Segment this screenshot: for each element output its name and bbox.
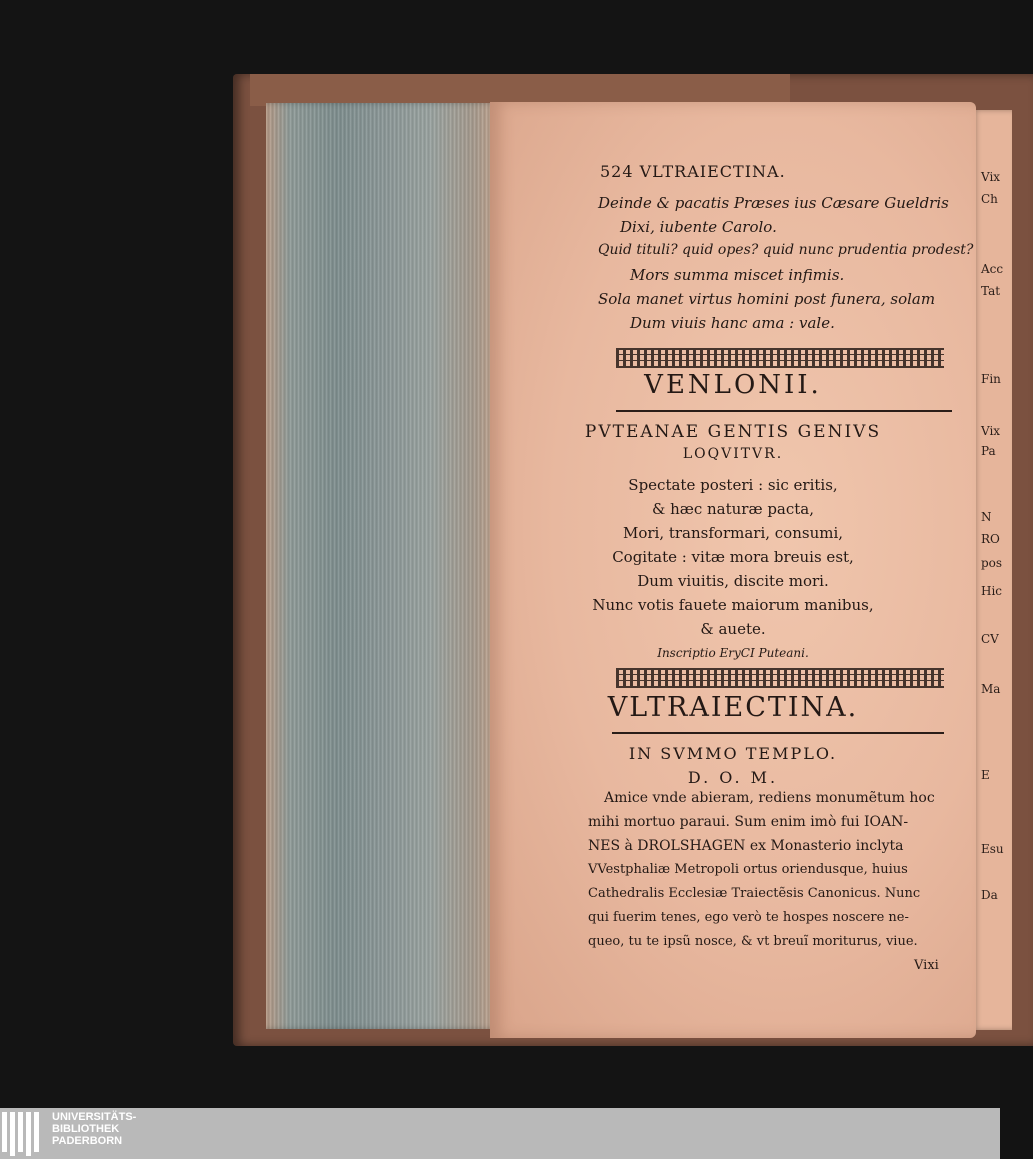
fragment: RO — [981, 532, 1000, 546]
facing-page-fragment — [972, 110, 1012, 1030]
epitaph-line: Spectate posteri : sic eritis, — [628, 476, 838, 494]
library-name-line: BIBLIOTHEK — [52, 1123, 120, 1135]
epitaph-line: Dum viuitis, discite mori. — [637, 572, 829, 590]
verse-line: Quid tituli? quid opes? quid nunc prudentia prodest? — [598, 242, 974, 258]
library-name — [52, 1111, 136, 1147]
prose-line: Amice vnde abieram, rediens monumẽtum hoc — [604, 790, 935, 806]
section-heading-venlonii: VENLONII. — [644, 370, 822, 400]
prose-line: queo, tu te ipsũ nosce, & vt breuĩ moriturus, viue. — [588, 934, 918, 949]
epitaph-line: & auete. — [700, 620, 766, 638]
fragment: E — [981, 768, 990, 782]
subheading: D. O. M. — [687, 768, 779, 787]
fragment: CV — [981, 632, 999, 646]
heading-rule — [616, 410, 952, 412]
running-head: 524 VLTRAIECTINA. — [600, 162, 786, 181]
prose-line: NES à DROLSHAGEN ex Monasterio inclyta — [588, 838, 904, 854]
verse-line: Dum viuis hanc ama : vale. — [630, 314, 835, 332]
verse-line: Mors summa miscet infimis. — [630, 266, 845, 284]
subheading: IN SVMMO TEMPLO. — [628, 744, 838, 763]
inscription-credit: Inscriptio EryCI Puteani. — [657, 646, 809, 660]
fragment: Fin — [981, 372, 1001, 386]
verse-line: Sola manet virtus homini post funera, solam — [598, 290, 936, 308]
page-block-edge — [266, 103, 502, 1029]
fragment: Acc — [981, 262, 1004, 276]
ornament-band — [616, 668, 944, 688]
subheading: PVTEANAE GENTIS GENIVS — [584, 422, 882, 442]
fragment: Ma — [981, 682, 1001, 696]
library-name-line: PADERBORN — [52, 1135, 123, 1147]
fragment: N — [981, 510, 992, 524]
fragment: Vix — [981, 170, 1001, 184]
epitaph-line: Mori, transformari, consumi, — [622, 524, 844, 542]
ornament-band — [616, 348, 944, 368]
epitaph-line: Nunc votis fauete maiorum manibus, — [592, 596, 874, 614]
catchword: Vixi — [914, 958, 939, 973]
verse-line: Deinde & pacatis Præses ius Cæsare Gueldris — [598, 194, 949, 212]
epitaph-line: Cogitate : vitæ mora breuis est, — [612, 548, 854, 566]
fragment: Ch — [981, 192, 998, 206]
prose-line: VVestphaliæ Metropoli ortus oriendusque, huius — [588, 862, 908, 877]
epitaph-line: & hæc naturæ pacta, — [651, 500, 815, 518]
heading-rule — [612, 732, 944, 734]
book-page — [490, 102, 976, 1038]
prose-line: Cathedralis Ecclesiæ Traiectẽsis Canonicus. Nunc — [588, 886, 921, 901]
verse-line: Dixi, iubente Carolo. — [620, 218, 777, 236]
fragment: Da — [981, 888, 998, 902]
prose-line: mihi mortuo paraui. Sum enim imò fui IOAN- — [588, 814, 909, 830]
fragment: Hic — [981, 584, 1003, 598]
fragment: Vix — [981, 424, 1001, 438]
library-name-line: UNIVERSITÄTS- — [52, 1111, 137, 1123]
fragment: Tat — [981, 284, 1001, 298]
fragment: Pa — [981, 444, 996, 458]
section-heading-vltraiectina: VLTRAIECTINA. — [607, 692, 859, 723]
library-logo-icon — [2, 1112, 46, 1156]
fragment: pos — [981, 556, 1003, 570]
library-footer — [0, 1108, 1000, 1159]
fragment: Esu — [981, 842, 1004, 856]
prose-line: qui fuerim tenes, ego verò te hospes noscere ne- — [588, 910, 909, 925]
subheading: LOQVITVR. — [682, 446, 784, 462]
